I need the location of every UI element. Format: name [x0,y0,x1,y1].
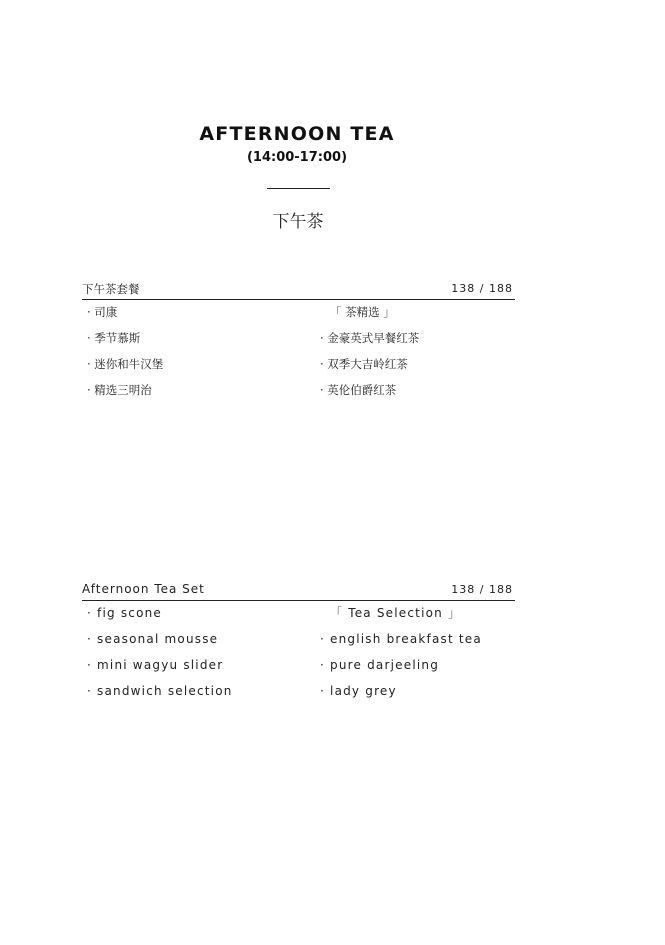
food-list [87,299,163,403]
list-item: · 金豪英式早餐红茶 [320,331,420,345]
tea-list [320,600,482,704]
section-name: Afternoon Tea Set [82,582,205,596]
list-item: · lady grey [320,684,397,698]
list-item: · mini wagyu slider [87,658,224,672]
list-item: · 双季大吉岭红茶 [320,357,408,371]
section-header [82,281,515,300]
list-item: · 司康 [87,305,118,319]
section-price: 138 / 188 [451,583,513,596]
tea-selection-heading: 「 茶精选 」 [330,305,395,319]
tea-list [320,299,419,403]
list-item: · fig scone [87,606,162,620]
section-name: 下午茶套餐 [82,282,140,296]
list-item: · 英伦伯爵红茶 [320,383,397,397]
list-item: · english breakfast tea [320,632,482,646]
tea-selection-heading: 「 Tea Selection 」 [330,606,462,620]
list-item: · 季节慕斯 [87,331,141,345]
food-list [87,600,233,704]
list-item: · seasonal mousse [87,632,219,646]
section-header [82,582,515,601]
page-title: AFTERNOON TEA [199,123,395,145]
page-title-chinese: 下午茶 [272,212,324,232]
list-item: · 迷你和牛汉堡 [87,357,164,371]
list-item: · pure darjeeling [320,658,440,672]
section-price: 138 / 188 [451,282,513,295]
service-hours: (14:00-17:00) [246,150,348,165]
menu-section-chinese [82,281,515,397]
menu-section-english [82,582,515,698]
list-item: · 精选三明治 [87,383,152,397]
list-item: · sandwich selection [87,684,233,698]
title-divider [267,188,330,189]
